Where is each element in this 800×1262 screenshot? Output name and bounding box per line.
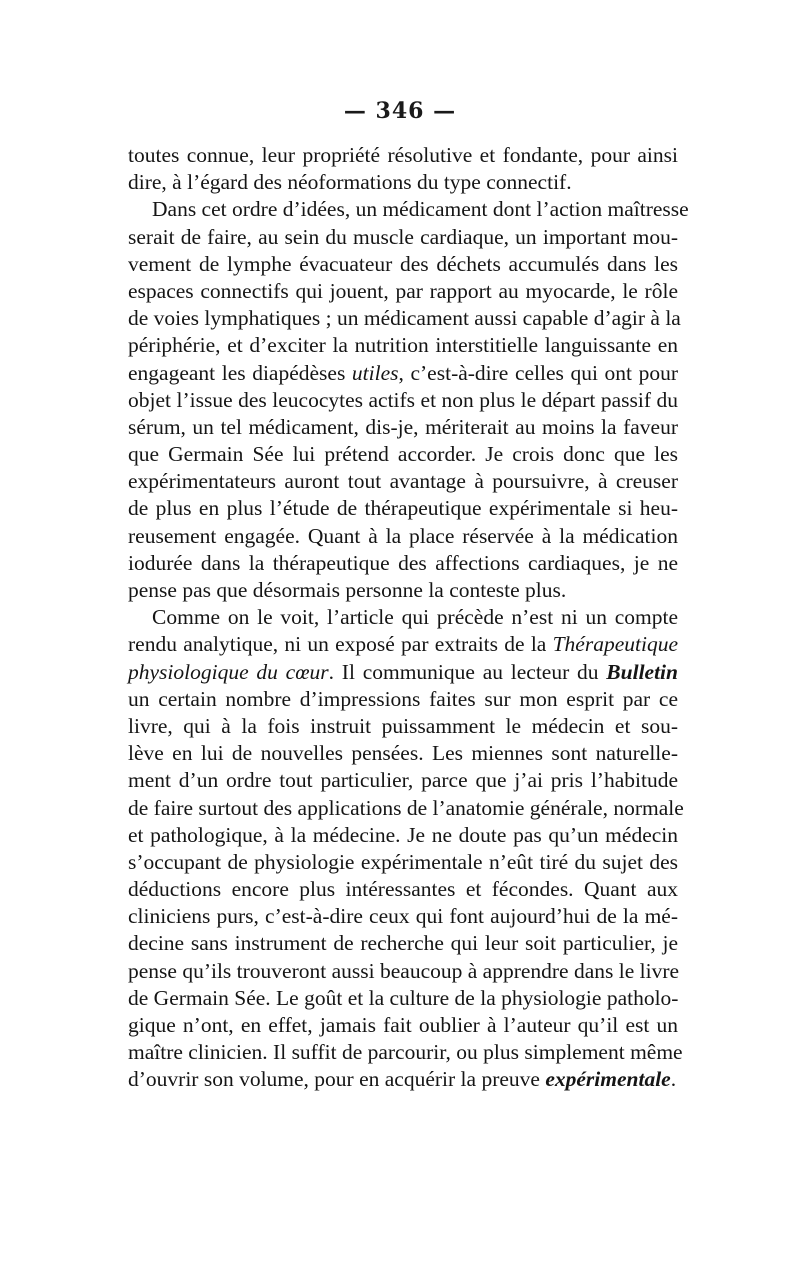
text-segment: cliniciens purs, c’est-à-dire ceux qui font aujourd’hui de la mé-: [128, 904, 678, 929]
text-line: [128, 332, 678, 359]
text-line: [128, 849, 678, 876]
text-line: [128, 958, 678, 985]
text-segment: serait de faire, au sein du muscle cardiaque, un important mou-: [128, 224, 678, 249]
text-segment: lève en lui de nouvelles pensées. Les miennes sont naturelle-: [128, 741, 678, 766]
text-segment: pense pas que désormais personne la conteste plus.: [128, 578, 567, 602]
text-segment: et pathologique, à la médecine. Je ne doute pas qu’un médecin: [128, 822, 678, 847]
text-line: [128, 767, 678, 794]
text-segment: toutes connue, leur propriété résolutive et fondante, pour ainsi: [128, 143, 678, 167]
text-line: [128, 278, 678, 305]
text-segment: Dans cet ordre d’idées, un médicament dont l’action maîtresse: [152, 197, 689, 222]
text-segment: de Germain Sée. Le goût et la culture de la physiologie patholo-: [128, 985, 679, 1010]
text-segment: decine sans instrument de recherche qui leur soit particulier, je: [128, 931, 678, 956]
text-segment: gique n’ont, en effet, jamais fait oublier à l’auteur qu’il est un: [128, 1013, 678, 1037]
text-segment: de faire surtout des applications de l’anatomie générale, normale: [128, 795, 684, 820]
text-line: [128, 441, 678, 468]
text-segment: d’ouvrir son volume, pour en acquérir la preuve: [128, 1067, 546, 1092]
text-line: [128, 495, 678, 522]
text-line: [128, 305, 681, 332]
text-segment: pense qu’ils trouveront aussi beaucoup à apprendre dans le livre: [128, 958, 680, 983]
text-segment: , c’est-à-dire celles qui ont pour: [398, 360, 679, 385]
text-line: [128, 930, 678, 957]
text-segment: Comme on le voit, l’article qui précède n’est ni un compte: [152, 605, 678, 630]
text-segment: s’occupant de physiologie expérimentale n’eût tiré du sujet des: [128, 849, 678, 874]
text-segment: maître clinicien. Il suffit de parcourir, ou plus simplement même: [128, 1040, 683, 1065]
text-line: [128, 985, 678, 1012]
text-line: [128, 523, 678, 550]
text-line: [128, 1012, 678, 1039]
text-segment: expérimentateurs auront tout avantage à poursuivre, à creuser: [128, 469, 678, 494]
page-number: — 346 —: [343, 98, 457, 124]
emphasized-text: Thérapeutique: [552, 632, 678, 657]
text-line: [128, 360, 678, 387]
emphasized-text: expérimentale: [545, 1067, 671, 1092]
text-line: [128, 876, 678, 903]
text-segment: que Germain Sée lui prétend accorder. Je crois donc que les: [128, 442, 678, 467]
text-segment: ment d’un ordre tout particulier, parce que j’ai pris l’habitude: [128, 768, 678, 793]
text-line: [128, 604, 678, 631]
emphasized-text: physiologique du cœur: [128, 659, 329, 684]
text-line: [128, 740, 678, 767]
text-line: [128, 822, 678, 849]
text-segment: iodurée dans la thérapeutique des affections cardiaques, je ne: [128, 550, 678, 575]
text-line: [128, 1066, 678, 1093]
text-line: [128, 1039, 683, 1066]
text-line: [128, 577, 678, 604]
text-line: [128, 196, 689, 223]
text-segment: dire, à l’égard des néoformations du type connectif.: [128, 170, 572, 195]
text-segment: de voies lymphatiques ; un médicament aussi capable d’agir à la: [128, 306, 681, 331]
text-segment: . Il communique au lecteur du: [328, 659, 607, 684]
text-line: [128, 903, 678, 930]
text-line: [128, 659, 678, 686]
text-segment: périphérie, et d’exciter la nutrition interstitielle languissante en: [128, 333, 678, 358]
text-segment: .: [670, 1067, 677, 1092]
text-segment: engageant les diapédèses: [128, 360, 352, 385]
text-line: [128, 468, 678, 495]
text-segment: objet l’issue des leucocytes actifs et non plus le départ passif du: [128, 387, 678, 412]
text-line: [128, 631, 678, 658]
text-line: [128, 795, 684, 822]
text-line: [128, 414, 678, 441]
text-segment: livre, qui à la fois instruit puissamment le médecin et sou-: [128, 713, 678, 738]
text-line: [128, 224, 678, 251]
text-line: [128, 251, 678, 278]
text-line: [128, 686, 678, 713]
text-segment: espaces connectifs qui jouent, par rapport au myocarde, le rôle: [128, 278, 678, 303]
text-segment: un certain nombre d’impressions faites sur mon esprit par ce: [128, 686, 678, 711]
text-line: [128, 713, 678, 740]
text-segment: sérum, un tel médicament, dis-je, mériterait au moins la faveur: [128, 414, 678, 439]
text-line: [128, 387, 678, 414]
text-segment: rendu analytique, ni un exposé par extraits de la: [128, 632, 553, 657]
text-segment: vement de lymphe évacuateur des déchets accumulés dans les: [128, 251, 678, 276]
text-line: [128, 550, 678, 577]
body-text: [128, 142, 689, 1094]
emphasized-text: Bulletin: [606, 659, 678, 684]
text-segment: reusement engagée. Quant à la place réservée à la médication: [128, 523, 678, 548]
emphasized-text: utiles: [351, 360, 399, 385]
text-segment: de plus en plus l’étude de thérapeutique expérimentale si heu-: [128, 496, 678, 521]
text-line: [128, 169, 678, 196]
text-segment: déductions encore plus intéressantes et fécondes. Quant aux: [128, 877, 678, 902]
text-line: [128, 142, 678, 169]
